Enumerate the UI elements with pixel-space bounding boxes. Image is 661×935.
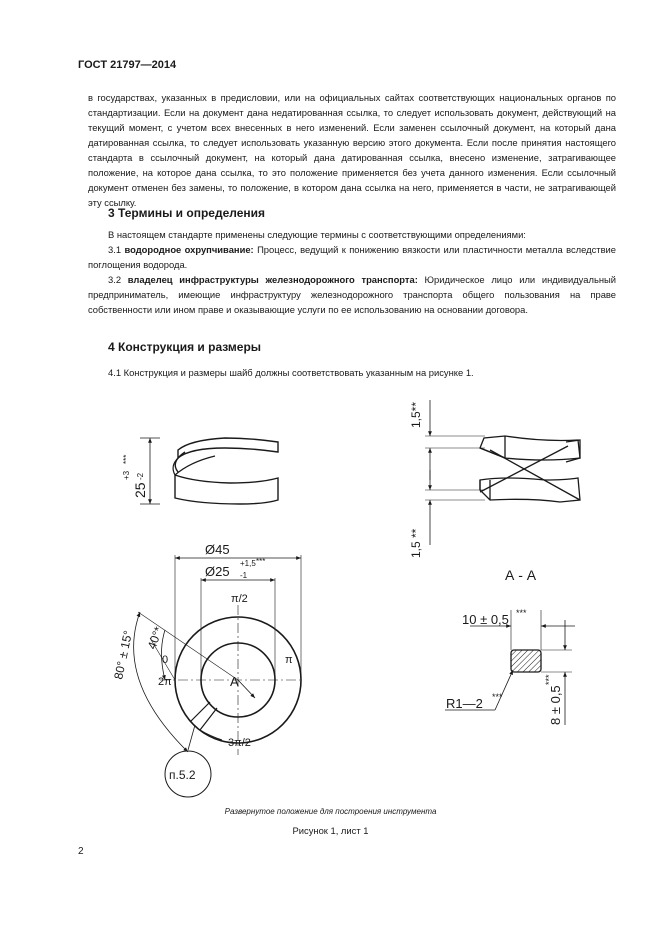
- thickness-mark: ***: [544, 674, 554, 685]
- figure-note: Развернутое положение для построения инструмента: [224, 807, 437, 816]
- section-4-title: 4 Конструкция и размеры: [108, 340, 262, 354]
- angle-40-label: 40°*: [144, 624, 166, 652]
- section-view: [480, 436, 580, 502]
- page-number: 2: [78, 846, 84, 857]
- term-3-2: [88, 272, 616, 317]
- width-label: 10 ± 0,5: [462, 612, 509, 627]
- figure-1-drawing: [0, 380, 661, 810]
- width-mark: ***: [516, 608, 527, 618]
- reference-note: п.5.2: [169, 768, 196, 782]
- term-name: водородное охрупчивание:: [124, 244, 254, 255]
- washer-side-view: [173, 438, 278, 504]
- section-4-text: 4.1 Конструкция и размеры шайб должны соответствовать указанным на рисунке 1.: [108, 367, 474, 378]
- term-definition: Юридическое лицо или индивидуальный предприниматель, имеющие инфраструктуру железнодорожного транспорта общего пользования на праве собственности или ином праве и оказывающие услуги по ее использованию на основании договора.: [88, 274, 616, 315]
- radius-label: R1—2: [446, 696, 483, 711]
- term-definition: Процесс, ведущий к понижению вязкости или пластичности металла вследствие поглощения водорода.: [88, 244, 616, 270]
- height-tol-upper: +3: [122, 470, 131, 480]
- angle-two-pi-label: 2π: [158, 676, 172, 688]
- figure-caption: Рисунок 1, лист 1: [292, 825, 369, 836]
- section-3-intro: В настоящем стандарте применены следующие термины с соответствующими определениями:: [108, 229, 526, 240]
- height-dimension: [122, 438, 160, 504]
- section-3-title: 3 Термины и определения: [108, 206, 266, 220]
- radius-mark: ***: [492, 692, 503, 702]
- angle-three-pi-half-label: 3π/2: [228, 737, 251, 749]
- cross-section-detail: [445, 608, 575, 725]
- inner-tol-upper: +1,5: [240, 559, 256, 568]
- section-mark-label: A: [230, 674, 239, 689]
- angle-pi-half-label: π/2: [231, 593, 248, 605]
- height-label: 25: [132, 482, 148, 498]
- reference-callout: [165, 725, 211, 797]
- inner-tol-mark: ***: [256, 557, 266, 566]
- section-3-body: [88, 227, 616, 317]
- step-dimensions: [409, 400, 485, 558]
- step-top-label: 1,5**: [409, 401, 423, 428]
- term-3-1: [88, 242, 616, 272]
- angle-pi-label: π: [285, 654, 293, 666]
- height-tol-mark: ***: [122, 454, 131, 464]
- section-title: А - А: [505, 567, 537, 583]
- outer-diameter-label: Ø45: [205, 542, 230, 557]
- angle-zero-label: 0: [162, 654, 169, 666]
- term-name: владелец инфраструктуры железнодорожного транспорта:: [127, 274, 418, 285]
- term-number: 3.1: [108, 244, 122, 255]
- intro-paragraph: в государствах, указанных в предисловии, или на официальных сайтах соответствующих национальных органов по стандартизации. Если на документ дана недатированная ссылка, то следует использовать документ, действующий на текущий момент, с учетом всех внесенных в него изменений. Если заменен ссылочный документ, на который дана датированная ссылка, то следует использовать указанную версию этого документа. Если после принятия настоящего стандарта в ссылочный документ, на который дана датированная ссылка, внесено изменение, затрагивающее положение, на которое дана ссылка, то это положение применяется без учета данного изменения. Если ссылочный документ отменен без замены, то положение, в котором дана ссылка на него, применяется в части, не затрагивающей эту ссылку.: [88, 92, 616, 208]
- height-tol-lower: -2: [136, 472, 145, 480]
- step-bottom-label: 1,5 **: [409, 528, 423, 558]
- inner-tol-lower: -1: [240, 571, 248, 580]
- term-number: 3.2: [108, 274, 122, 285]
- inner-diameter-label: Ø25: [205, 564, 230, 579]
- document-header: ГОСТ 21797—2014: [78, 59, 177, 71]
- angle-80-label: 80° ± 15°: [111, 629, 136, 681]
- thickness-label: 8 ± 0,5: [548, 685, 563, 725]
